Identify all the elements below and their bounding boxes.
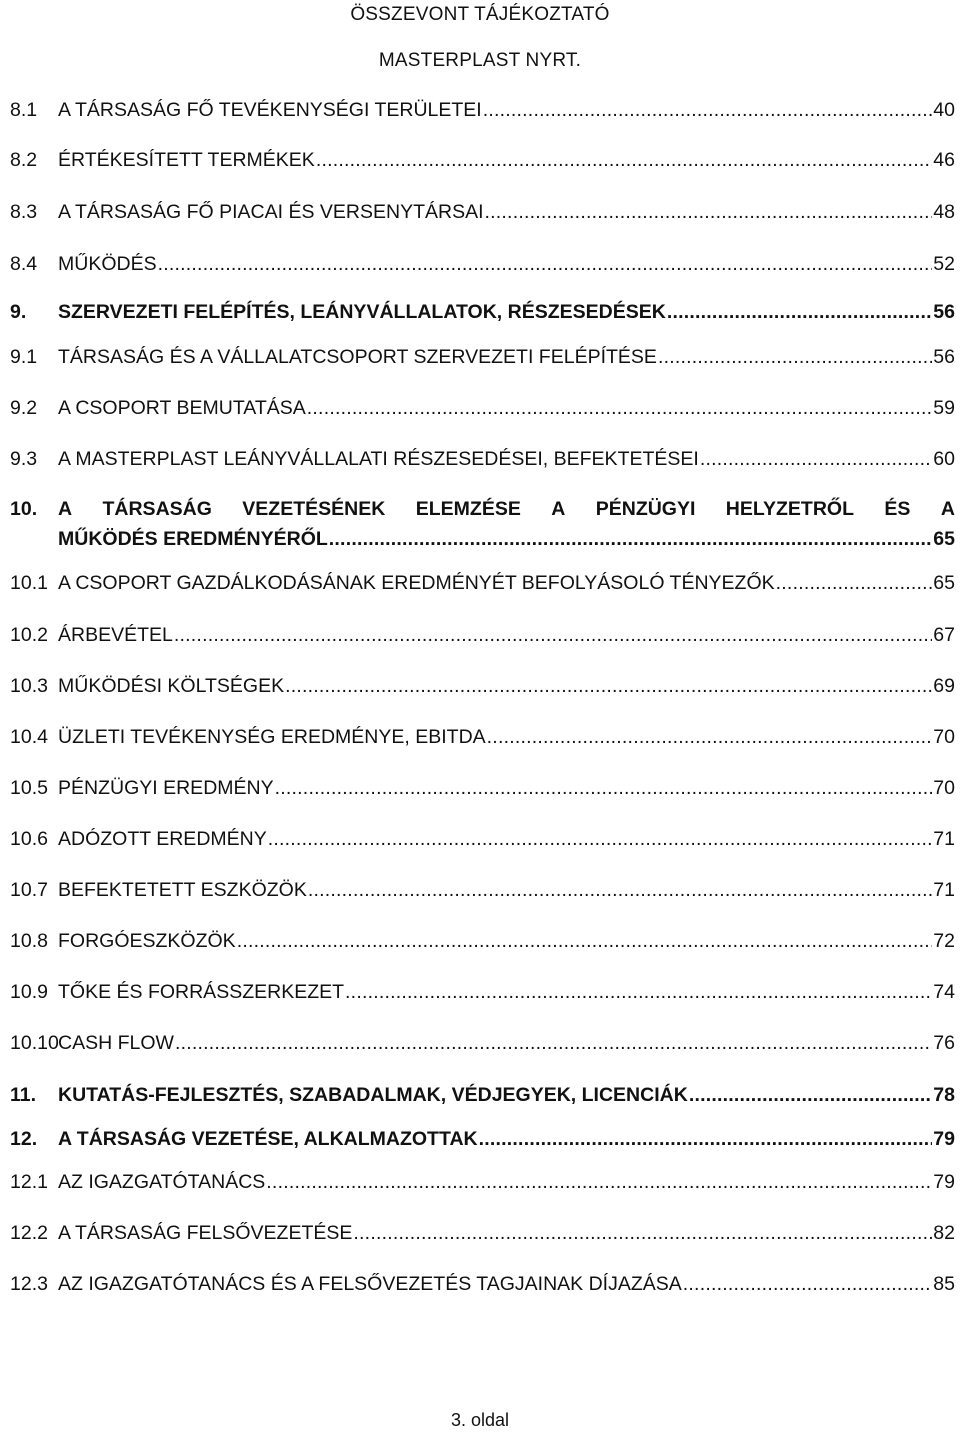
- toc-entry-title: CASH FLOW: [58, 1032, 174, 1054]
- toc-entry-number: 12.: [10, 1128, 38, 1150]
- toc-entry-number: 9.: [10, 301, 27, 323]
- toc-entry-number: 10.6: [10, 828, 48, 850]
- toc-entry[interactable]: [10, 1082, 955, 1108]
- toc-title-word: A: [940, 498, 955, 520]
- toc-entry-number: 9.3: [10, 448, 38, 470]
- toc-entry[interactable]: [10, 147, 955, 173]
- toc-entry-number: 10.10: [10, 1032, 59, 1054]
- toc-entry-title: ÜZLETI TEVÉKENYSÉG EREDMÉNYE, EBITDA: [58, 726, 486, 748]
- toc-dot-leader: [174, 622, 932, 648]
- toc-entry-page: 76: [933, 1032, 955, 1054]
- toc-entry[interactable]: [10, 979, 955, 1005]
- toc-dot-leader: [285, 673, 932, 699]
- toc-entry-number: 10.5: [10, 777, 48, 799]
- toc-entry-number: 8.3: [10, 201, 38, 223]
- toc-entry[interactable]: [10, 1271, 955, 1297]
- toc-entry-page: 71: [933, 828, 955, 850]
- toc-entry-number: 12.2: [10, 1222, 48, 1244]
- toc-entry[interactable]: [10, 496, 955, 552]
- toc-dot-leader: [275, 775, 933, 801]
- toc-title-word: PÉNZÜGYI: [595, 498, 696, 520]
- toc-dot-leader: [308, 877, 932, 903]
- toc-entry[interactable]: [10, 395, 955, 421]
- toc-entry-title: A TÁRSASÁG FŐ TEVÉKENYSÉGI TERÜLETEI: [58, 99, 482, 121]
- toc-entry-title: MŰKÖDÉSI KÖLTSÉGEK: [58, 675, 285, 697]
- toc-entry-number: 11.: [10, 1084, 37, 1106]
- toc-entry-page: 70: [933, 726, 955, 748]
- toc-entry-title: SZERVEZETI FELÉPÍTÉS, LEÁNYVÁLLALATOK, RÉSZESEDÉSEK: [58, 301, 666, 323]
- toc-entry-number: 10.4: [10, 726, 48, 748]
- toc-entry-title: KUTATÁS-FEJLESZTÉS, SZABADALMAK, VÉDJEGYEK, LICENCIÁK: [58, 1084, 688, 1106]
- toc-entry-title: A TÁRSASÁG VEZETÉSE, ALKALMAZOTTAK: [58, 1128, 478, 1150]
- toc-entry-page: 82: [933, 1222, 955, 1244]
- toc-entry-number: 10.3: [10, 675, 48, 697]
- toc-title-word: ÉS: [884, 498, 911, 520]
- toc-title-word: A: [551, 498, 566, 520]
- toc-dot-leader: [345, 979, 932, 1005]
- toc-entry-number: 10.: [10, 498, 38, 520]
- toc-entry[interactable]: [10, 1126, 955, 1152]
- toc-entry-title: A TÁRSASÁG FELSŐVEZETÉSE: [58, 1222, 353, 1244]
- toc-entry[interactable]: [10, 570, 955, 596]
- toc-entry-number: 10.8: [10, 930, 48, 952]
- toc-entry-page: 40: [933, 99, 955, 121]
- toc-dot-leader: [485, 199, 933, 225]
- toc-entry-title: ÉRTÉKESÍTETT TERMÉKEK: [58, 149, 315, 171]
- toc-entry-title: BEFEKTETETT ESZKÖZÖK: [58, 879, 307, 901]
- document-header-company: MASTERPLAST NYRT.: [378, 50, 582, 71]
- toc-dot-leader: [268, 826, 933, 852]
- toc-entry-page: 60: [933, 448, 955, 470]
- toc-entry[interactable]: [10, 251, 955, 277]
- toc-entry-number: 10.1: [10, 572, 48, 594]
- toc-dot-leader: [483, 97, 933, 123]
- toc-title-word: TÁRSASÁG: [102, 498, 212, 520]
- toc-entry-title: A MASTERPLAST LEÁNYVÁLLALATI RÉSZESEDÉSEI, BEFEKTETÉSEI: [58, 448, 699, 470]
- toc-entry-number: 10.7: [10, 879, 48, 901]
- toc-entry-number: 12.1: [10, 1171, 48, 1193]
- toc-entry-title: ÁRBEVÉTEL: [58, 624, 173, 646]
- toc-dot-leader: [689, 1082, 932, 1108]
- toc-entry-page: 78: [933, 1084, 955, 1106]
- toc-entry-title: ADÓZOTT EREDMÉNY: [58, 828, 267, 850]
- toc-entry-page: 74: [933, 981, 955, 1003]
- toc-dot-leader: [667, 299, 932, 325]
- page-number-footer: 3. oldal: [450, 1410, 510, 1430]
- toc-entry-title: AZ IGAZGATÓTANÁCS: [58, 1171, 266, 1193]
- toc-entry-number: 12.3: [10, 1273, 48, 1295]
- toc-dot-leader: [329, 526, 933, 552]
- toc-entry[interactable]: [10, 724, 955, 750]
- toc-entry[interactable]: [10, 775, 955, 801]
- toc-entry-page: 71: [933, 879, 955, 901]
- toc-entry-page: 67: [933, 624, 955, 646]
- toc-entry-title-line1: [58, 496, 955, 522]
- toc-entry-number: 8.1: [10, 99, 38, 121]
- document-header-title: ÖSSZEVONT TÁJÉKOZTATÓ: [350, 4, 610, 25]
- toc-entry[interactable]: [10, 446, 955, 472]
- toc-dot-leader: [658, 344, 932, 370]
- toc-dot-leader: [700, 446, 932, 472]
- toc-dot-leader: [266, 1169, 932, 1195]
- toc-entry-number: 9.1: [10, 346, 38, 368]
- toc-entry-page: 56: [933, 346, 955, 368]
- toc-entry-page: 59: [933, 397, 955, 419]
- toc-entry-title: MŰKÖDÉS: [58, 253, 157, 275]
- toc-entry[interactable]: [10, 1220, 955, 1246]
- toc-title-word: ELEMZÉSE: [415, 498, 521, 520]
- toc-dot-leader: [479, 1126, 933, 1152]
- toc-entry-title: FORGÓESZKÖZÖK: [58, 930, 236, 952]
- toc-title-word: A: [58, 498, 73, 520]
- toc-dot-leader: [776, 570, 933, 596]
- toc-title-word: HELYZETRŐL: [725, 498, 855, 520]
- toc-entry-title: TŐKE ÉS FORRÁSSZERKEZET: [58, 981, 345, 1003]
- toc-dot-leader: [316, 147, 932, 173]
- toc-entry[interactable]: [10, 344, 955, 370]
- toc-entry-number: 8.2: [10, 149, 38, 171]
- toc-entry-title: A CSOPORT BEMUTATÁSA: [58, 397, 306, 419]
- toc-entry-title: PÉNZÜGYI EREDMÉNY: [58, 777, 274, 799]
- toc-entry-page: 70: [933, 777, 955, 799]
- toc-entry[interactable]: [10, 622, 955, 648]
- toc-entry-title: TÁRSASÁG ÉS A VÁLLALATCSOPORT SZERVEZETI FELÉPÍTÉSE: [58, 346, 657, 368]
- toc-entry-number: 10.9: [10, 981, 48, 1003]
- toc-entry[interactable]: [10, 1030, 955, 1056]
- toc-entry[interactable]: [10, 673, 955, 699]
- toc-entry[interactable]: [10, 1169, 955, 1195]
- toc-dot-leader: [307, 395, 933, 421]
- toc-entry[interactable]: [10, 826, 955, 852]
- toc-dot-leader: [158, 251, 933, 277]
- toc-entry-title: A TÁRSASÁG FŐ PIACAI ÉS VERSENYTÁRSAI: [58, 201, 484, 223]
- toc-entry-page: 46: [933, 149, 955, 171]
- toc-entry-number: 10.2: [10, 624, 48, 646]
- toc-entry-page: 72: [933, 930, 955, 952]
- toc-entry-page: 79: [933, 1128, 955, 1150]
- toc-entry-page: 65: [933, 528, 955, 550]
- toc-entry-title-line2: MŰKÖDÉS EREDMÉNYÉRŐL: [58, 528, 328, 550]
- toc-entry[interactable]: [10, 877, 955, 903]
- toc-dot-leader: [237, 928, 933, 954]
- toc-entry-page: 85: [933, 1273, 955, 1295]
- toc-entry-title: A CSOPORT GAZDÁLKODÁSÁNAK EREDMÉNYÉT BEFOLYÁSOLÓ TÉNYEZŐK: [58, 572, 775, 594]
- toc-entry-page: 52: [933, 253, 955, 275]
- toc-dot-leader: [487, 724, 933, 750]
- toc-entry-page: 79: [933, 1171, 955, 1193]
- toc-entry[interactable]: [10, 928, 955, 954]
- toc-dot-leader: [683, 1271, 933, 1297]
- toc-entry-number: 8.4: [10, 253, 38, 275]
- toc-entry[interactable]: [10, 299, 955, 325]
- toc-entry-number: 9.2: [10, 397, 38, 419]
- toc-entry[interactable]: [10, 97, 955, 123]
- toc-title-word: VEZETÉSÉNEK: [242, 498, 386, 520]
- toc-entry-page: 48: [933, 201, 955, 223]
- toc-entry[interactable]: [10, 199, 955, 225]
- toc-entry-page: 65: [933, 572, 955, 594]
- toc-entry-page: 69: [933, 675, 955, 697]
- toc-entry-page: 56: [933, 301, 955, 323]
- toc-dot-leader: [353, 1220, 932, 1246]
- toc-dot-leader: [175, 1030, 932, 1056]
- toc-entry-title: AZ IGAZGATÓTANÁCS ÉS A FELSŐVEZETÉS TAGJAINAK DÍJAZÁSA: [58, 1273, 682, 1295]
